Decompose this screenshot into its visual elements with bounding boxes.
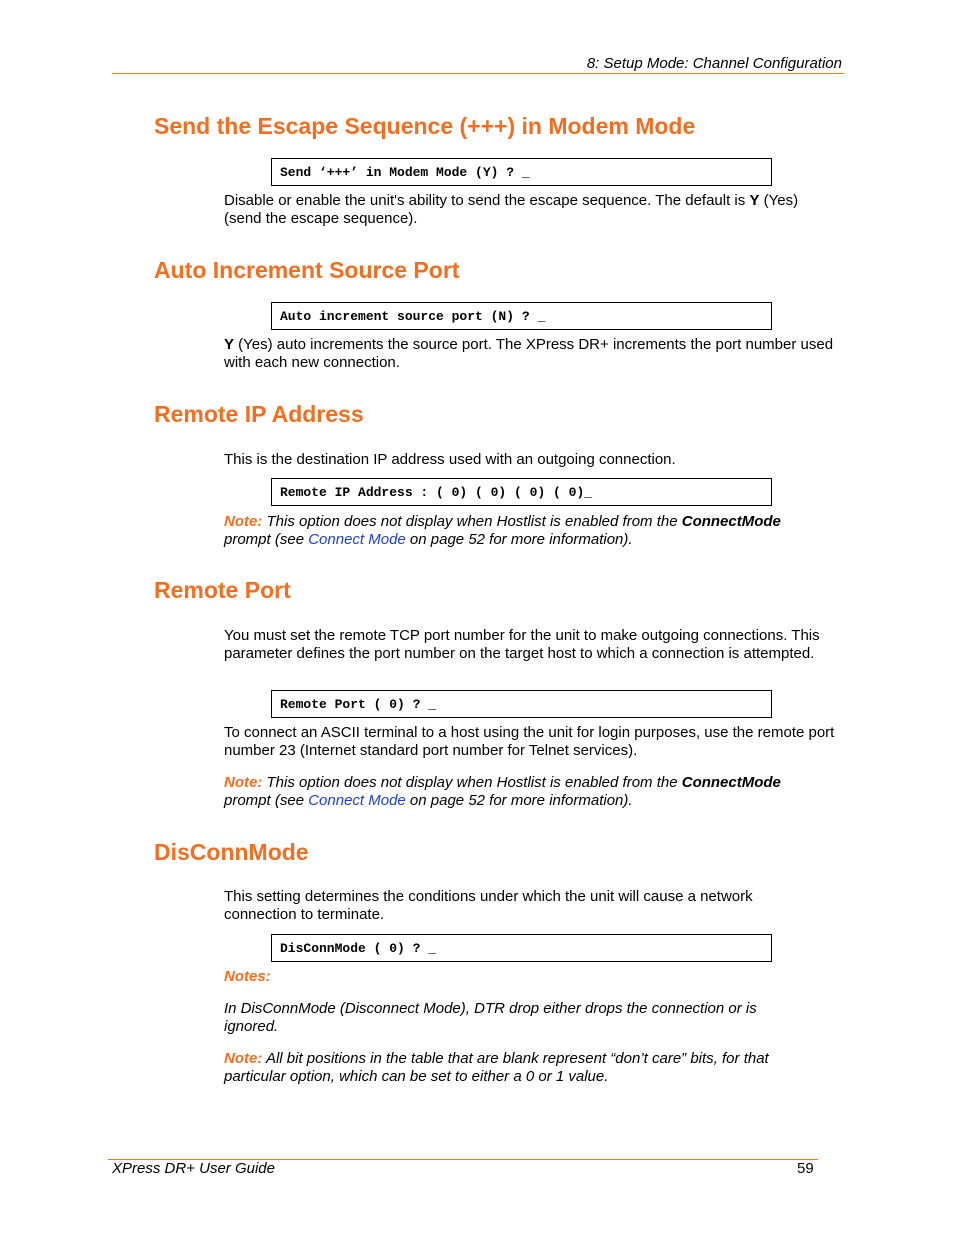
prompt-box-remote-port: Remote Port ( 0) ? _ <box>271 690 772 718</box>
note-text: This option does not display when Hostlist is enabled from the <box>262 513 682 530</box>
note-label: Note: <box>224 1050 263 1067</box>
prompt-box-disconnmode: DisConnMode ( 0) ? _ <box>271 934 772 962</box>
note-text: on page 52 for more information). <box>405 531 633 548</box>
note-disconnmode <box>224 1050 784 1086</box>
desc-escape <box>224 192 836 228</box>
note-text: prompt (see <box>224 792 309 809</box>
page-number: 59 <box>797 1160 814 1177</box>
desc-remote-ip: This is the destination IP address used with an outgoing connection. <box>224 451 676 468</box>
prompt-box-auto-increment: Auto increment source port (N) ? _ <box>271 302 772 330</box>
note-label: Note: <box>224 513 263 530</box>
desc2-remote-port: To connect an ASCII terminal to a host using the unit for login purposes, use the remote port number 23 (Internet standard port number for Telnet services). <box>224 724 835 759</box>
note-bold: ConnectMode <box>681 513 781 530</box>
note-label: Note: <box>224 774 263 791</box>
note-remote-port <box>224 774 784 810</box>
connect-mode-link[interactable]: Connect Mode <box>308 792 406 809</box>
desc-escape-pre: Disable or enable the unit's ability to send the escape sequence. The default is <box>224 192 750 209</box>
heading-escape-sequence: Send the Escape Sequence (+++) in Modem Mode <box>154 113 696 139</box>
desc-disconnmode: This setting determines the conditions under which the unit will cause a network connection to terminate. <box>224 888 753 923</box>
heading-remote-ip: Remote IP Address <box>154 401 364 427</box>
prompt-box-remote-ip: Remote IP Address : ( 0) ( 0) ( 0) ( 0)_ <box>271 478 772 506</box>
note-remote-ip <box>224 513 784 549</box>
note-text: on page 52 for more information). <box>405 792 633 809</box>
heading-auto-increment: Auto Increment Source Port <box>154 257 460 283</box>
desc-escape-bold: Y <box>749 192 760 209</box>
desc-escape-post: (Yes) (send the escape sequence). <box>224 192 799 227</box>
running-header: 8: Setup Mode: Channel Configuration <box>586 55 842 72</box>
desc-autoinc-post: (Yes) auto increments the source port. The XPress DR+ increments the port number used with each new connection. <box>224 336 834 371</box>
notes-label <box>224 968 836 986</box>
footer-title: XPress DR+ User Guide <box>112 1160 275 1177</box>
note-text: prompt (see <box>224 531 309 548</box>
desc-remote-port: You must set the remote TCP port number for the unit to make outgoing connections. This parameter defines the port number on the target host to which a connection is attempted. <box>224 627 820 662</box>
notes-label-text: Notes: <box>224 968 271 985</box>
note-text: This option does not display when Hostlist is enabled from the <box>262 774 682 791</box>
notes-text-disconnmode: In DisConnMode (Disconnect Mode), DTR drop either drops the connection or is ignored. <box>224 1000 757 1035</box>
heading-disconnmode: DisConnMode <box>154 839 309 865</box>
note-bold: ConnectMode <box>681 774 781 791</box>
prompt-box-escape: Send ‘+++’ in Modem Mode (Y) ? _ <box>271 158 772 186</box>
desc-auto-increment <box>224 336 836 372</box>
note-text: All bit positions in the table that are blank represent “don’t care” bits, for that particular option, which can be set to either a 0 or 1 value. <box>224 1050 769 1085</box>
header-rule <box>112 73 844 74</box>
connect-mode-link[interactable]: Connect Mode <box>308 531 406 548</box>
desc-autoinc-bold: Y <box>224 336 235 353</box>
heading-remote-port: Remote Port <box>154 577 291 603</box>
